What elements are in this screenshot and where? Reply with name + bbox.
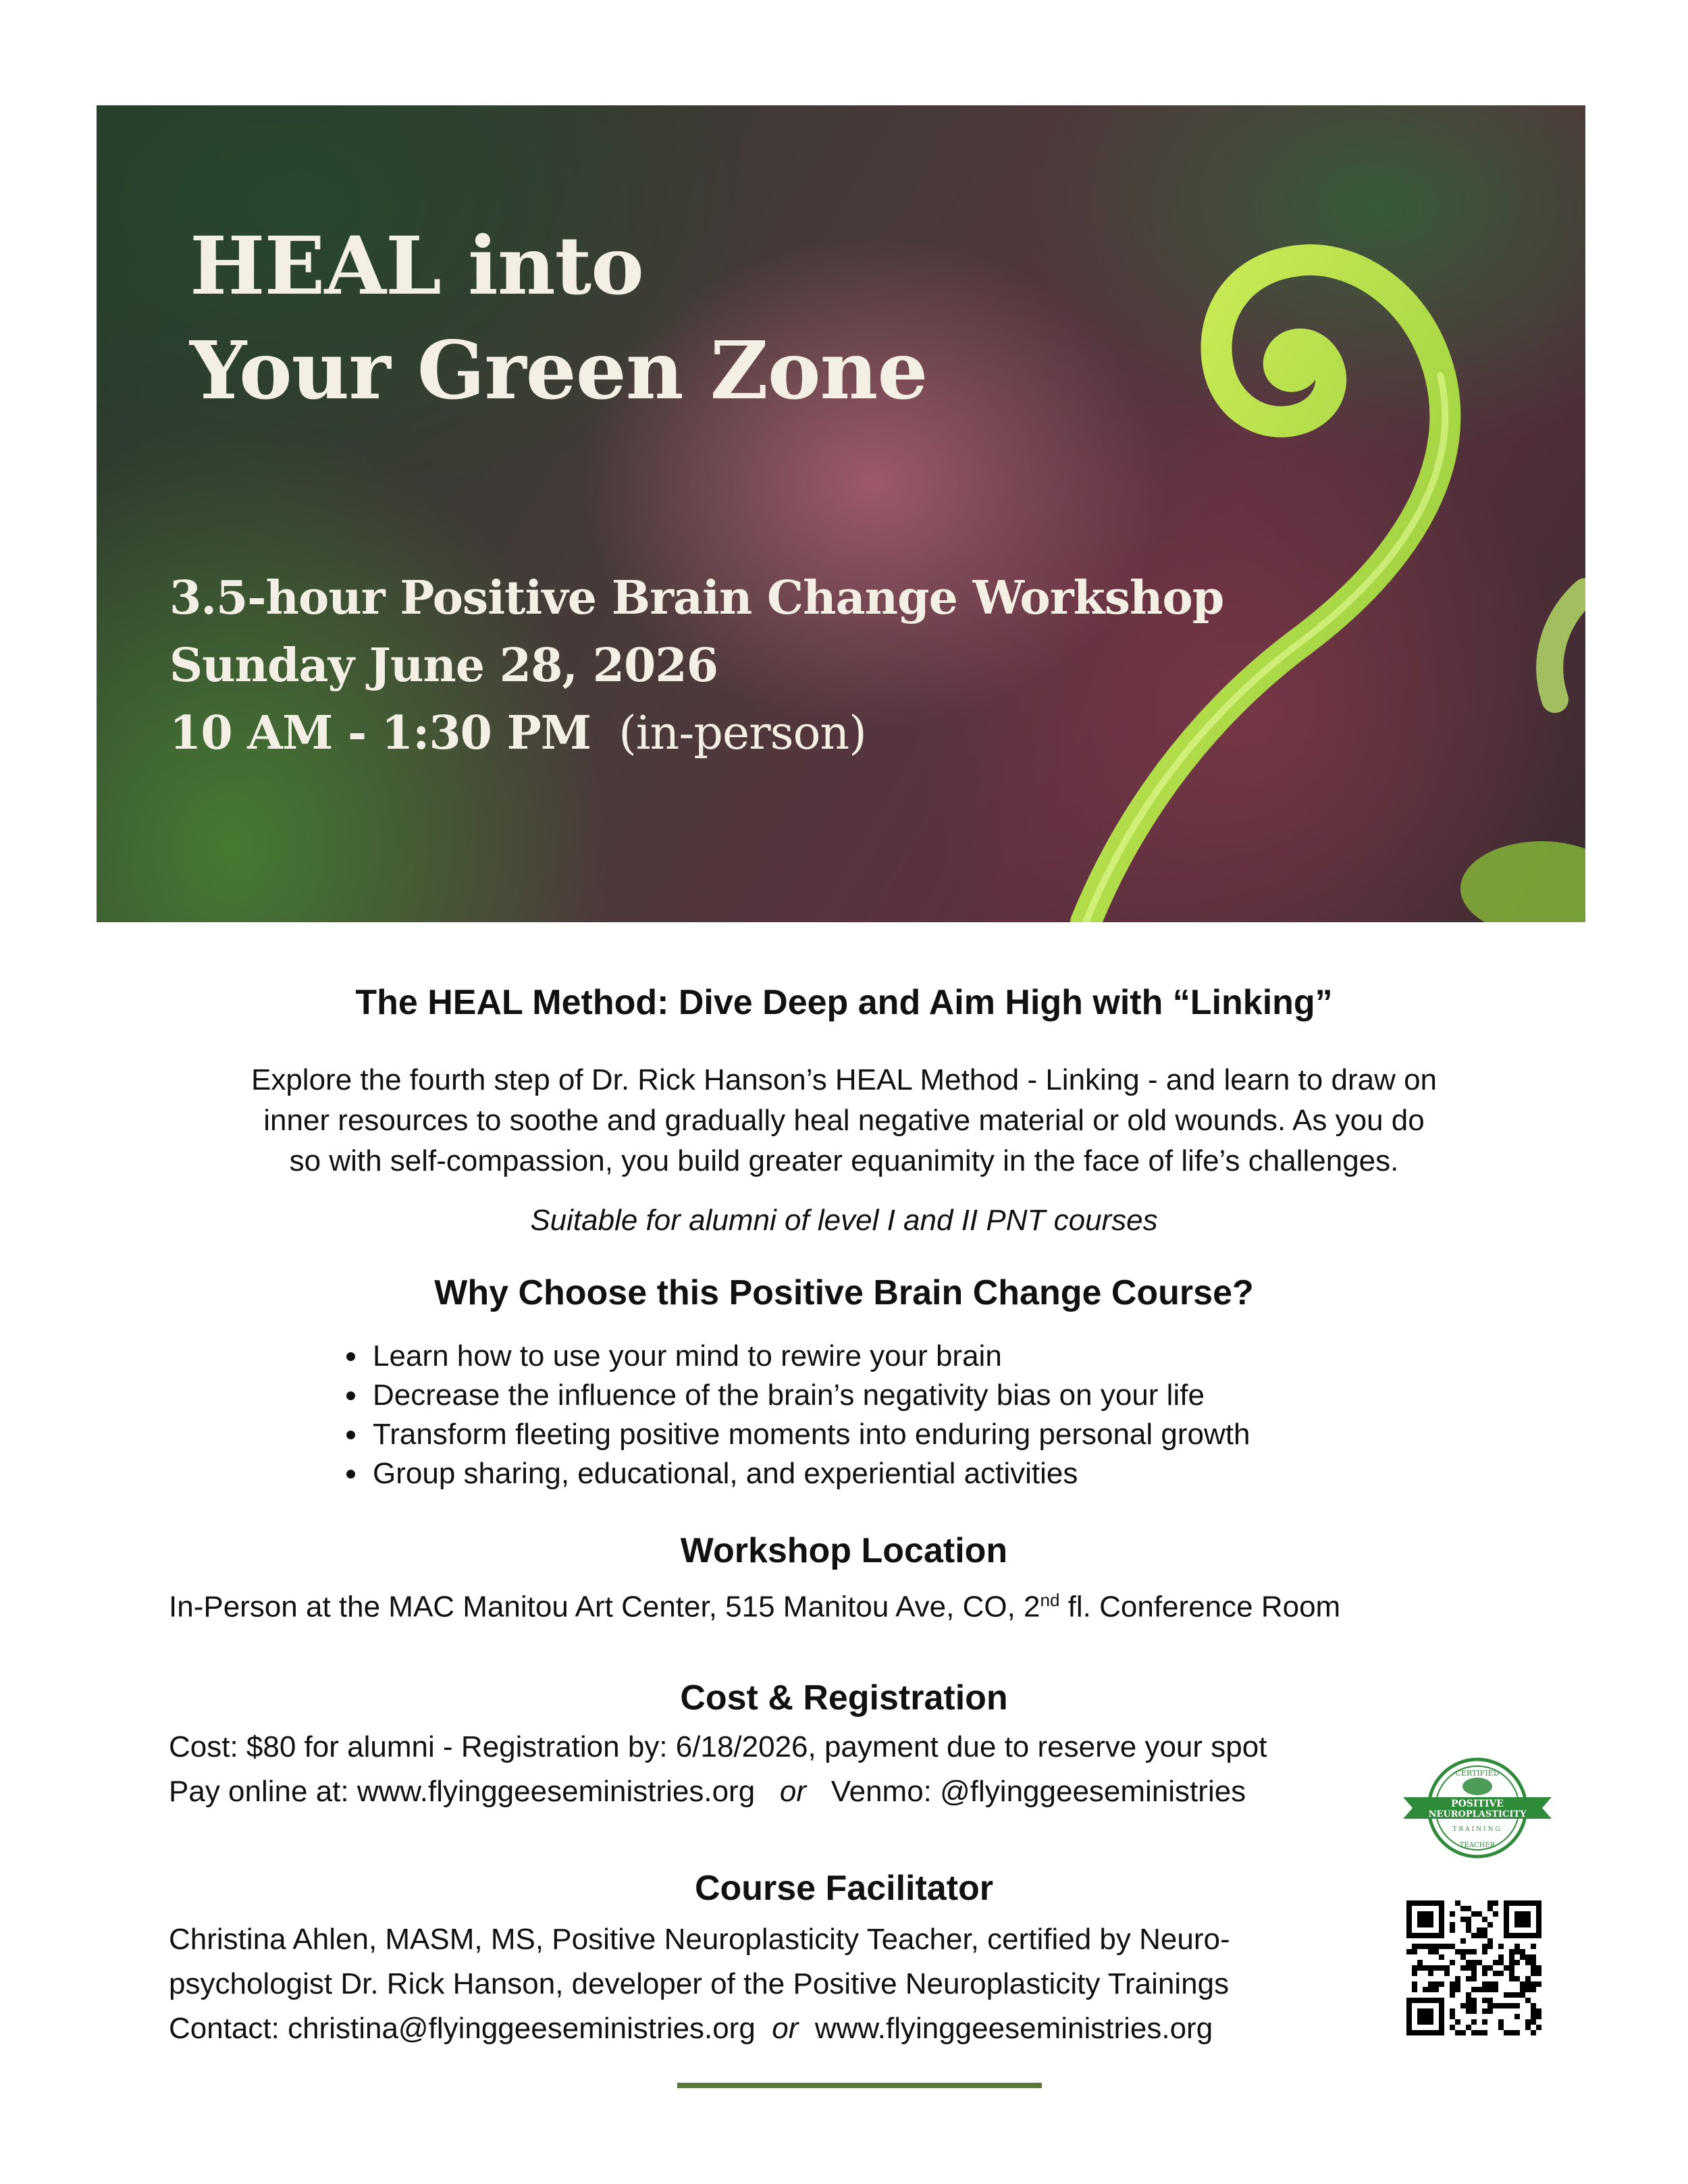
hero-title-line-2: Your Green Zone — [190, 323, 928, 417]
location-room: fl. Conference Room — [1059, 1590, 1341, 1624]
hero-subtitle — [169, 564, 1223, 768]
benefits-list — [338, 1337, 1250, 1493]
workshop-time-line — [169, 699, 1223, 768]
hero-banner — [97, 105, 1585, 922]
qr-code-icon[interactable] — [1406, 1900, 1541, 2035]
payment-website-link[interactable]: Pay online at: www.flyinggeeseministries.org — [169, 1775, 756, 1808]
badge-training-text: TRAINING — [1452, 1826, 1502, 1833]
facilitator-details — [169, 1917, 1230, 2051]
method-intro — [0, 1060, 1688, 1181]
contact-line — [169, 2006, 1230, 2051]
workshop-time: 10 AM - 1:30 PM — [169, 706, 591, 760]
workshop-mode: (in-person) — [618, 707, 866, 760]
location-address: In-Person at the MAC Manitou Art Center, 515 Manitou Ave, CO, 2 — [169, 1590, 1040, 1624]
location-text — [169, 1580, 1340, 1628]
badge-positive-text: POSITIVE — [1451, 1799, 1504, 1809]
badge-certified-text: CERTIFIED — [1455, 1769, 1500, 1778]
list-item: • Group sharing, educational, and experiential activities — [369, 1454, 1250, 1493]
cost-title: Cost & Registration — [680, 1678, 1008, 1717]
intro-line-2: inner resources to soothe and gradually heal negative material or old wounds. As you do — [263, 1104, 1425, 1137]
suitable-note: Suitable for alumni of level I and II PNT courses — [530, 1204, 1158, 1237]
floor-ordinal: nd — [1040, 1590, 1060, 1610]
location-title: Workshop Location — [680, 1531, 1008, 1570]
cost-line: Cost: $80 for alumni - Registration by: 6/18/2026, payment due to reserve your spot — [169, 1730, 1267, 1763]
or-text: or — [779, 1775, 806, 1808]
contact-website-link[interactable]: www.flyinggeeseministries.org — [814, 2012, 1213, 2045]
method-title: The HEAL Method: Dive Deep and Aim High with “Linking” — [355, 983, 1333, 1022]
facilitator-line-1: Christina Ahlen, MASM, MS, Positive Neuroplasticity Teacher, certified by Neuro- — [169, 1923, 1230, 1956]
why-title: Why Choose this Positive Brain Change Course? — [434, 1273, 1254, 1312]
venmo-handle[interactable]: Venmo: @flyinggeeseministries — [830, 1775, 1246, 1808]
list-item: • Learn how to use your mind to rewire your brain — [369, 1337, 1250, 1376]
workshop-duration: 3.5-hour Positive Brain Change Workshop — [169, 571, 1224, 625]
facilitator-title: Course Facilitator — [694, 1869, 994, 1908]
cost-details — [169, 1725, 1267, 1814]
intro-line-1: Explore the fourth step of Dr. Rick Hanson’s HEAL Method - Linking - and learn to draw on — [250, 1063, 1438, 1096]
list-item: • Transform fleeting positive moments into enduring personal growth — [369, 1415, 1250, 1454]
payment-line — [169, 1769, 1267, 1814]
badge-teacher-text: TEACHER — [1459, 1842, 1496, 1849]
contact-email-link[interactable]: Contact: christina@flyinggeeseministries.org — [169, 2012, 756, 2045]
badge-neuroplasticity-text: NEUROPLASTICITY — [1428, 1809, 1527, 1819]
hero-title — [190, 213, 927, 423]
certified-teacher-badge-icon — [1403, 1755, 1552, 1863]
or-text: or — [772, 2012, 799, 2045]
workshop-date: Sunday June 28, 2026 — [169, 639, 718, 693]
footer-divider — [677, 2083, 1042, 2088]
facilitator-line-2: psychologist Dr. Rick Hanson, developer of the Positive Neuroplasticity Trainings — [169, 1967, 1230, 2000]
hero-title-line-1: HEAL into — [190, 219, 643, 313]
intro-line-3: so with self-compassion, you build greater equanimity in the face of life’s challenges. — [289, 1144, 1399, 1177]
list-item: • Decrease the influence of the brain’s negativity bias on your life — [369, 1376, 1250, 1415]
